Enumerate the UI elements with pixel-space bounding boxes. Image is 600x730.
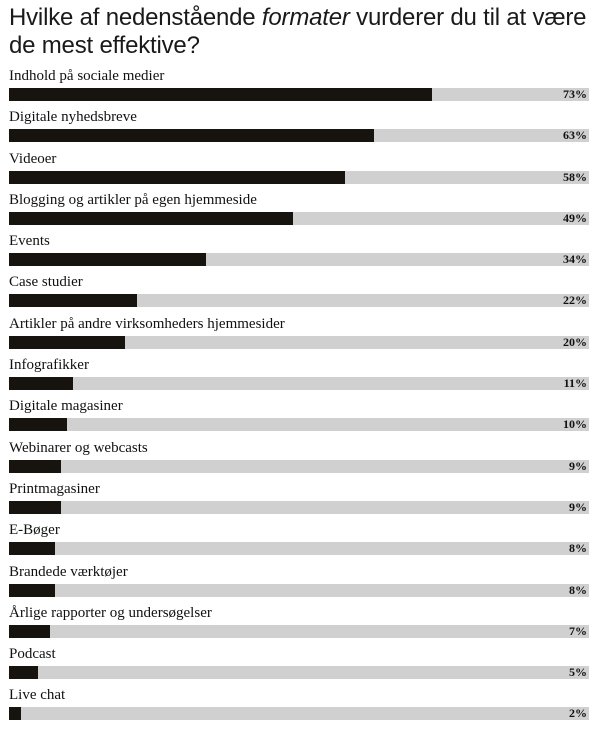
category-label: Indhold på sociale medier xyxy=(9,68,165,84)
bar-track xyxy=(9,707,589,720)
bar-track xyxy=(9,171,589,184)
chart-title-emphasis: formater xyxy=(261,4,350,31)
bar-row xyxy=(9,150,589,191)
value-label: 22% xyxy=(563,293,587,308)
bar-row xyxy=(9,686,589,727)
bar-track xyxy=(9,418,589,431)
value-label: 2% xyxy=(569,706,587,721)
category-label: Artikler på andre virksomheders hjemmesider xyxy=(9,315,285,332)
category-label: Blogging og artikler på egen hjemmeside xyxy=(9,191,257,208)
bar xyxy=(9,294,137,307)
bar xyxy=(9,707,21,720)
category-label: Digitale magasiner xyxy=(9,398,123,415)
bar xyxy=(9,501,61,514)
bar-track xyxy=(9,129,589,142)
bar xyxy=(9,542,55,555)
bar-row xyxy=(9,604,589,645)
value-label: 5% xyxy=(569,665,587,680)
bar-row xyxy=(9,439,589,480)
bar-track xyxy=(9,88,589,101)
chart-title-before: Hvilke af nedenstående xyxy=(9,4,262,31)
bar-track xyxy=(9,584,589,597)
bar-row xyxy=(9,67,589,108)
bar-track xyxy=(9,377,589,390)
bar-track xyxy=(9,460,589,473)
bar-track xyxy=(9,212,589,225)
category-label: Podcast xyxy=(9,646,56,663)
bar xyxy=(9,88,432,101)
bar-row xyxy=(9,563,589,604)
category-label: Webinarer og webcasts xyxy=(9,439,148,456)
bar-row xyxy=(9,356,589,397)
category-label: Events xyxy=(9,233,50,250)
bar-row xyxy=(9,521,589,562)
value-label: 9% xyxy=(569,499,587,514)
bar-row xyxy=(9,397,589,438)
bar-track xyxy=(9,625,589,638)
bar-track xyxy=(9,542,589,555)
category-label: E-Bøger xyxy=(9,522,60,539)
value-label: 20% xyxy=(563,334,587,349)
value-label: 49% xyxy=(563,210,587,225)
value-label: 11% xyxy=(563,376,587,391)
bar xyxy=(9,336,125,349)
chart-title xyxy=(9,4,589,60)
bar xyxy=(9,584,55,597)
category-label: Case studier xyxy=(9,274,83,291)
bar-row xyxy=(9,191,589,232)
value-label: 34% xyxy=(563,252,587,267)
bar-row xyxy=(9,645,589,686)
bar-track xyxy=(9,666,589,679)
category-label: Digitale nyhedsbreve xyxy=(9,109,137,126)
category-label: Printmagasiner xyxy=(9,480,100,497)
bar xyxy=(9,212,293,225)
value-label: 8% xyxy=(569,582,587,597)
bar xyxy=(9,460,61,473)
bar xyxy=(9,418,67,431)
bar-row xyxy=(9,480,589,521)
bar xyxy=(9,377,73,390)
category-label: Infografikker xyxy=(9,357,89,374)
value-label: 8% xyxy=(569,541,587,556)
value-label: 73% xyxy=(563,87,587,101)
bar-row xyxy=(9,232,589,273)
value-label: 63% xyxy=(563,128,587,143)
bar-track xyxy=(9,501,589,514)
category-label: Live chat xyxy=(9,687,66,704)
bar-row xyxy=(9,273,589,314)
bar-chart xyxy=(9,67,589,728)
category-label: Videoer xyxy=(9,150,57,167)
bar-row xyxy=(9,315,589,356)
category-label: Årlige rapporter og undersøgelser xyxy=(9,604,212,621)
bar xyxy=(9,666,38,679)
bar-row xyxy=(9,108,589,149)
value-label: 9% xyxy=(569,458,587,473)
bar xyxy=(9,253,206,266)
chart-title-after: vurderer du til at være de mest effektive? xyxy=(9,4,587,59)
bar xyxy=(9,625,50,638)
value-label: 58% xyxy=(563,169,587,184)
bar xyxy=(9,171,345,184)
bar xyxy=(9,129,374,142)
value-label: 7% xyxy=(569,623,587,638)
category-label: Brandede værktøjer xyxy=(9,563,128,580)
bar-track xyxy=(9,253,589,266)
value-label: 10% xyxy=(563,417,587,432)
bar-track xyxy=(9,294,589,307)
bar-track xyxy=(9,336,589,349)
